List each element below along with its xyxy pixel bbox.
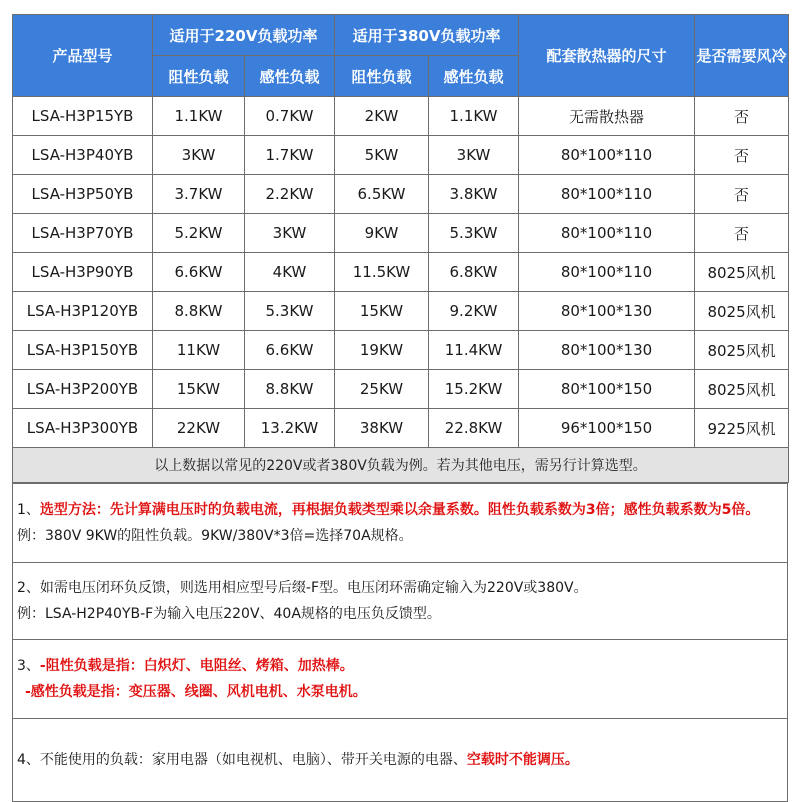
fan-cell: 9225风机 bbox=[695, 409, 789, 448]
table-row bbox=[13, 292, 789, 331]
heatsink-cell: 80*100*110 bbox=[519, 253, 695, 292]
fan-cell: 否 bbox=[695, 175, 789, 214]
fan-cell: 8025风机 bbox=[695, 292, 789, 331]
fan-cell: 否 bbox=[695, 97, 789, 136]
table-row bbox=[13, 136, 789, 175]
heatsink-cell: 80*100*110 bbox=[519, 136, 695, 175]
table-footnote-row bbox=[13, 448, 789, 483]
table-row bbox=[13, 175, 789, 214]
fan-cell: 8025风机 bbox=[695, 331, 789, 370]
resistive-380-cell: 11.5KW bbox=[335, 253, 429, 292]
table-footnote: 以上数据以常见的220V或者380V负载为例。若为其他电压，需另行计算选型。 bbox=[13, 448, 789, 483]
spec-sheet bbox=[12, 14, 788, 802]
table-body bbox=[13, 97, 789, 448]
notes-section bbox=[12, 483, 788, 802]
note-1-prefix: 1、 bbox=[17, 502, 40, 518]
heatsink-cell: 80*100*110 bbox=[519, 214, 695, 253]
header-inductive-380: 感性负载 bbox=[429, 56, 519, 97]
resistive-380-cell: 5KW bbox=[335, 136, 429, 175]
inductive-220-cell: 6.6KW bbox=[245, 331, 335, 370]
inductive-220-cell: 5.3KW bbox=[245, 292, 335, 331]
inductive-380-cell: 1.1KW bbox=[429, 97, 519, 136]
model-cell: LSA-H3P120YB bbox=[13, 292, 153, 331]
note-1-example: 例：380V 9KW的阻性负载。9KW/380V*3倍=选择70A规格。 bbox=[17, 528, 413, 544]
resistive-220-cell: 15KW bbox=[153, 370, 245, 409]
inductive-380-cell: 3KW bbox=[429, 136, 519, 175]
model-cell: LSA-H3P300YB bbox=[13, 409, 153, 448]
inductive-220-cell: 1.7KW bbox=[245, 136, 335, 175]
model-cell: LSA-H3P15YB bbox=[13, 97, 153, 136]
heatsink-cell: 80*100*130 bbox=[519, 292, 695, 331]
header-model: 产品型号 bbox=[13, 15, 153, 97]
heatsink-cell: 无需散热器 bbox=[519, 97, 695, 136]
resistive-220-cell: 22KW bbox=[153, 409, 245, 448]
heatsink-cell: 80*100*110 bbox=[519, 175, 695, 214]
inductive-220-cell: 3KW bbox=[245, 214, 335, 253]
spec-table bbox=[12, 14, 789, 483]
heatsink-cell: 80*100*130 bbox=[519, 331, 695, 370]
table-row bbox=[13, 97, 789, 136]
note-2-text: 2、如需电压闭环负反馈，则选用相应型号后缀-F型。电压闭环需确定输入为220V或380V。 bbox=[17, 580, 588, 596]
heatsink-cell: 80*100*150 bbox=[519, 370, 695, 409]
inductive-220-cell: 0.7KW bbox=[245, 97, 335, 136]
resistive-220-cell: 3KW bbox=[153, 136, 245, 175]
resistive-380-cell: 19KW bbox=[335, 331, 429, 370]
header-inductive-220: 感性负载 bbox=[245, 56, 335, 97]
header-fan: 是否需要风冷 bbox=[695, 15, 789, 97]
model-cell: LSA-H3P50YB bbox=[13, 175, 153, 214]
model-cell: LSA-H3P90YB bbox=[13, 253, 153, 292]
inductive-380-cell: 15.2KW bbox=[429, 370, 519, 409]
fan-cell: 8025风机 bbox=[695, 370, 789, 409]
note-2-example: 例：LSA-H2P40YB-F为输入电压220V、40A规格的电压负反馈型。 bbox=[17, 606, 441, 622]
inductive-380-cell: 5.3KW bbox=[429, 214, 519, 253]
resistive-220-cell: 5.2KW bbox=[153, 214, 245, 253]
resistive-380-cell: 15KW bbox=[335, 292, 429, 331]
table-row bbox=[13, 409, 789, 448]
model-cell: LSA-H3P70YB bbox=[13, 214, 153, 253]
note-1 bbox=[13, 483, 787, 562]
resistive-220-cell: 8.8KW bbox=[153, 292, 245, 331]
header-220v-group: 适用于220V负载功率 bbox=[153, 15, 335, 56]
note-3-prefix: 3、 bbox=[17, 658, 40, 674]
inductive-380-cell: 11.4KW bbox=[429, 331, 519, 370]
resistive-380-cell: 2KW bbox=[335, 97, 429, 136]
inductive-380-cell: 9.2KW bbox=[429, 292, 519, 331]
inductive-380-cell: 3.8KW bbox=[429, 175, 519, 214]
header-resistive-220: 阻性负载 bbox=[153, 56, 245, 97]
resistive-380-cell: 38KW bbox=[335, 409, 429, 448]
inductive-220-cell: 2.2KW bbox=[245, 175, 335, 214]
inductive-220-cell: 4KW bbox=[245, 253, 335, 292]
header-380v-group: 适用于380V负载功率 bbox=[335, 15, 519, 56]
model-cell: LSA-H3P150YB bbox=[13, 331, 153, 370]
resistive-220-cell: 3.7KW bbox=[153, 175, 245, 214]
note-3 bbox=[13, 639, 787, 718]
header-heatsink: 配套散热器的尺寸 bbox=[519, 15, 695, 97]
header-row-1 bbox=[13, 15, 789, 56]
note-4-warning: 空载时不能调压。 bbox=[466, 752, 579, 768]
inductive-220-cell: 8.8KW bbox=[245, 370, 335, 409]
note-1-method: 选型方法：先计算满电压时的负载电流，再根据负载类型乘以余量系数。阻性负载系数为3倍；感性负载系数为5倍。 bbox=[39, 502, 760, 518]
note-4 bbox=[13, 718, 787, 801]
inductive-220-cell: 13.2KW bbox=[245, 409, 335, 448]
resistive-380-cell: 25KW bbox=[335, 370, 429, 409]
table-row bbox=[13, 253, 789, 292]
fan-cell: 否 bbox=[695, 214, 789, 253]
inductive-380-cell: 22.8KW bbox=[429, 409, 519, 448]
resistive-380-cell: 6.5KW bbox=[335, 175, 429, 214]
note-3-inductive: -感性负载是指：变压器、线圈、风机电机、水泵电机。 bbox=[25, 684, 367, 700]
table-row bbox=[13, 214, 789, 253]
note-4-text: 4、不能使用的负载：家用电器（如电视机、电脑）、带开关电源的电器、 bbox=[17, 752, 467, 768]
resistive-380-cell: 9KW bbox=[335, 214, 429, 253]
fan-cell: 8025风机 bbox=[695, 253, 789, 292]
resistive-220-cell: 11KW bbox=[153, 331, 245, 370]
note-2 bbox=[13, 562, 787, 639]
model-cell: LSA-H3P200YB bbox=[13, 370, 153, 409]
model-cell: LSA-H3P40YB bbox=[13, 136, 153, 175]
inductive-380-cell: 6.8KW bbox=[429, 253, 519, 292]
note-3-resistive: -阻性负载是指：白炽灯、电阻丝、烤箱、加热棒。 bbox=[39, 658, 354, 674]
table-row bbox=[13, 370, 789, 409]
table-row bbox=[13, 331, 789, 370]
fan-cell: 否 bbox=[695, 136, 789, 175]
heatsink-cell: 96*100*150 bbox=[519, 409, 695, 448]
header-resistive-380: 阻性负载 bbox=[335, 56, 429, 97]
resistive-220-cell: 1.1KW bbox=[153, 97, 245, 136]
resistive-220-cell: 6.6KW bbox=[153, 253, 245, 292]
